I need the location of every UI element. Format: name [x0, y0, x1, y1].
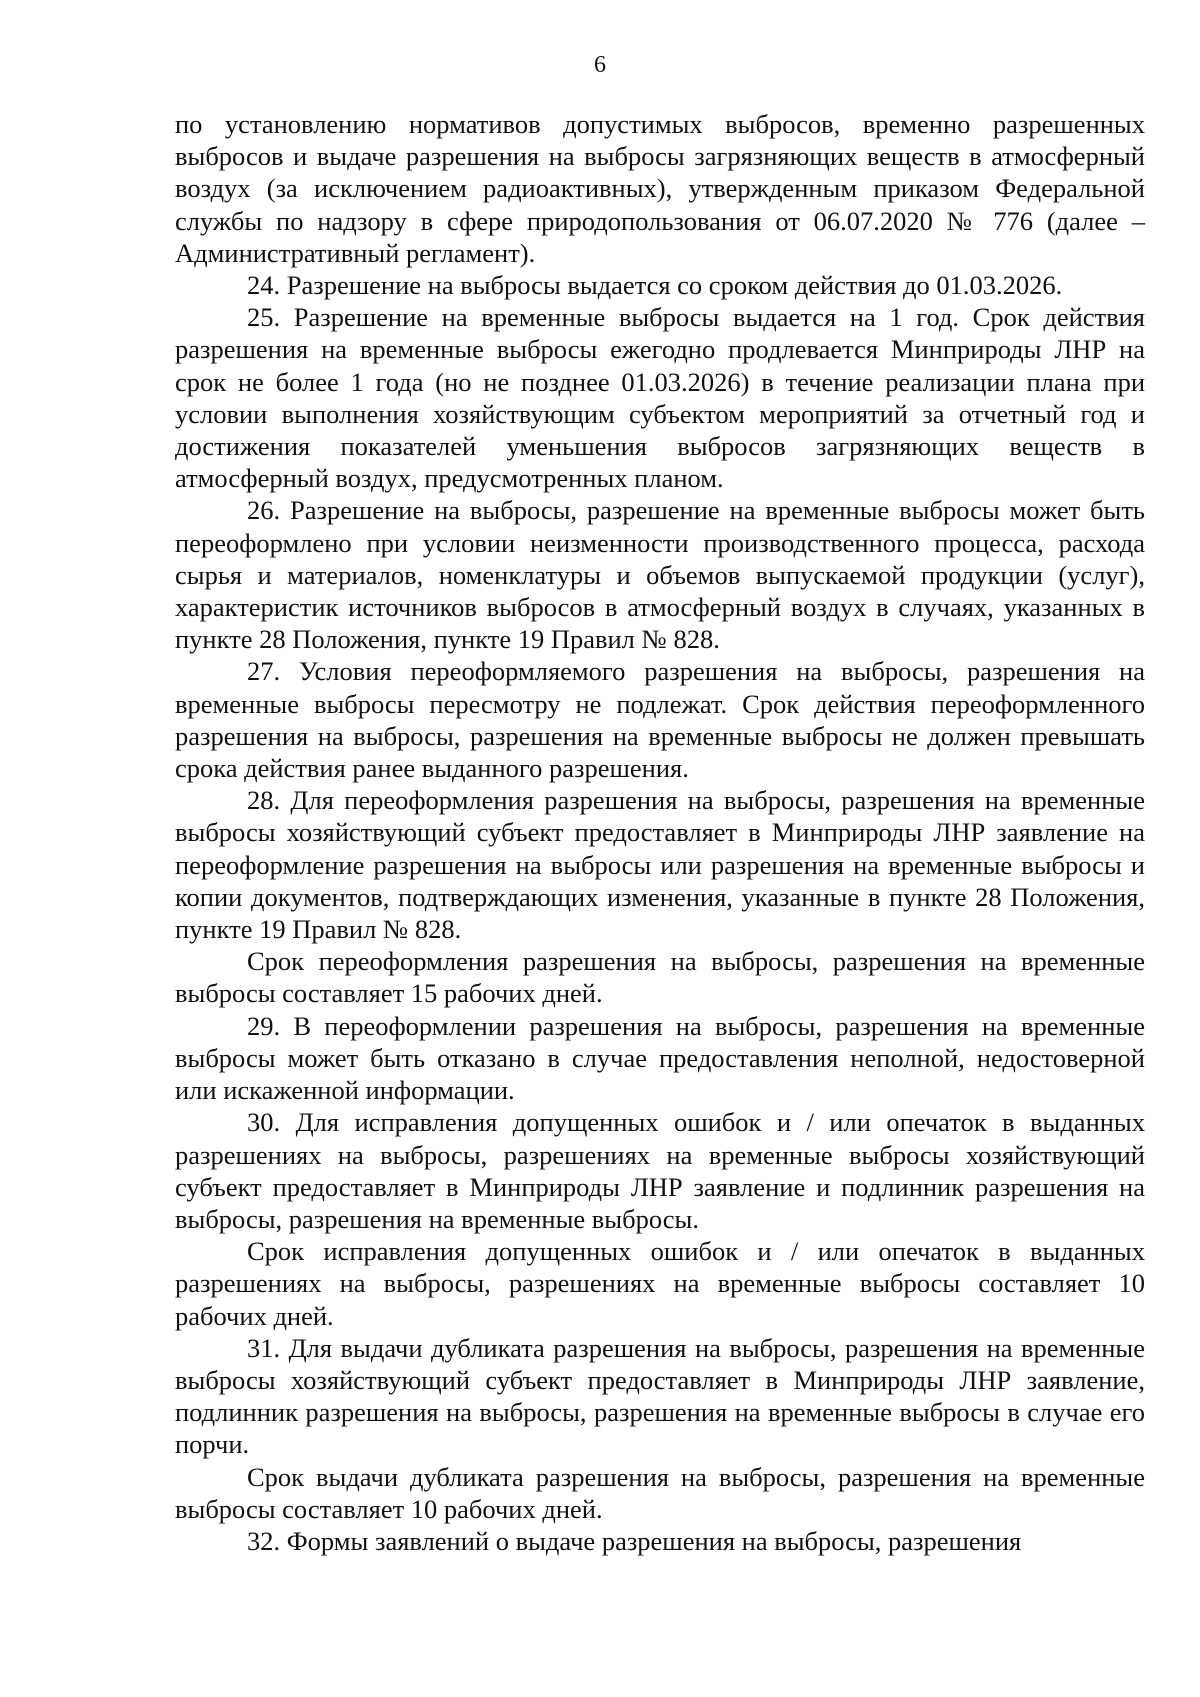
paragraph-item-26: 26. Разрешение на выбросы, разрешение на временные выбросы может быть переоформлено при условии неизменности производственного процесса, расхода сырья и материалов, номенклатуры и объемов выпускаемой продукции (услуг), характеристик источников выбросов в атмосферный воздух в случаях, указанных в пункте 28 Положения, пункте 19 Правил № 828. — [175, 495, 1145, 655]
paragraph-reissue-term: Срок переоформления разрешения на выбросы, разрешения на временные выбросы составляет 15 рабочих дней. — [175, 946, 1145, 1009]
paragraph-item-28: 28. Для переоформления разрешения на выбросы, разрешения на временные выбросы хозяйствующий субъект предоставляет в Минприроды ЛНР заявление на переоформление разрешения на выбросы или разрешения на временные выбросы и копии документов, подтверждающих изменения, указанные в пункте 28 Положения, пункте 19 Правил № 828. — [175, 785, 1145, 945]
paragraph-item-31: 31. Для выдачи дубликата разрешения на выбросы, разрешения на временные выбросы хозяйствующий субъект предоставляет в Минприроды ЛНР заявление, подлинник разрешения на выбросы, разрешения на временные выбросы в случае его порчи. — [175, 1332, 1145, 1460]
paragraph-item-24: 24. Разрешение на выбросы выдается со сроком действия до 01.03.2026. — [247, 270, 1063, 301]
paragraph-item-32: 32. Формы заявлений о выдаче разрешения на выбросы, разрешения — [247, 1525, 1022, 1556]
paragraph-continuation: по установлению нормативов допустимых выбросов, временно разрешенных выбросов и выдаче разрешения на выбросы загрязняющих веществ в атмосферный воздух (за исключением радиоактивных), утвержденным приказом Федеральной службы по надзору в сфере природопользования от 06.07.2020 № 776 (далее – Административный регламент). — [175, 109, 1145, 268]
document-body — [175, 108, 1145, 1557]
paragraph-item-25: 25. Разрешение на временные выбросы выдается на 1 год. Срок действия разрешения на временные выбросы ежегодно продлевается Минприроды ЛНР на срок не более 1 года (но не позднее 01.03.2026) в течение реализации плана при условии выполнения хозяйствующим субъектом мероприятий за отчетный год и достижения показателей уменьшения выбросов загрязняющих веществ в атмосферный воздух, предусмотренных планом. — [175, 302, 1145, 494]
paragraph-item-29: 29. В переоформлении разрешения на выбросы, разрешения на временные выбросы может быть отказано в случае предоставления неполной, недостоверной или искаженной информации. — [175, 1010, 1145, 1106]
page-number: 6 — [594, 52, 606, 78]
paragraph-item-27: 27. Условия переоформляемого разрешения на выбросы, разрешения на временные выбросы пересмотру не подлежат. Срок действия переоформленного разрешения на выбросы, разрешения на временные выбросы не должен превышать срока действия ранее выданного разрешения. — [175, 656, 1145, 784]
paragraph-duplicate-term: Срок выдачи дубликата разрешения на выбросы, разрешения на временные выбросы составляет 10 рабочих дней. — [175, 1461, 1145, 1524]
paragraph-correction-term: Срок исправления допущенных ошибок и / или опечаток в выданных разрешениях на выбросы, разрешениях на временные выбросы составляет 10 рабочих дней. — [175, 1236, 1145, 1331]
paragraph-item-30: 30. Для исправления допущенных ошибок и / или опечаток в выданных разрешениях на выбросы, разрешениях на временные выбросы хозяйствующий субъект предоставляет в Минприроды ЛНР заявление и подлинник разрешения на выбросы, разрешения на временные выбросы. — [175, 1107, 1145, 1234]
